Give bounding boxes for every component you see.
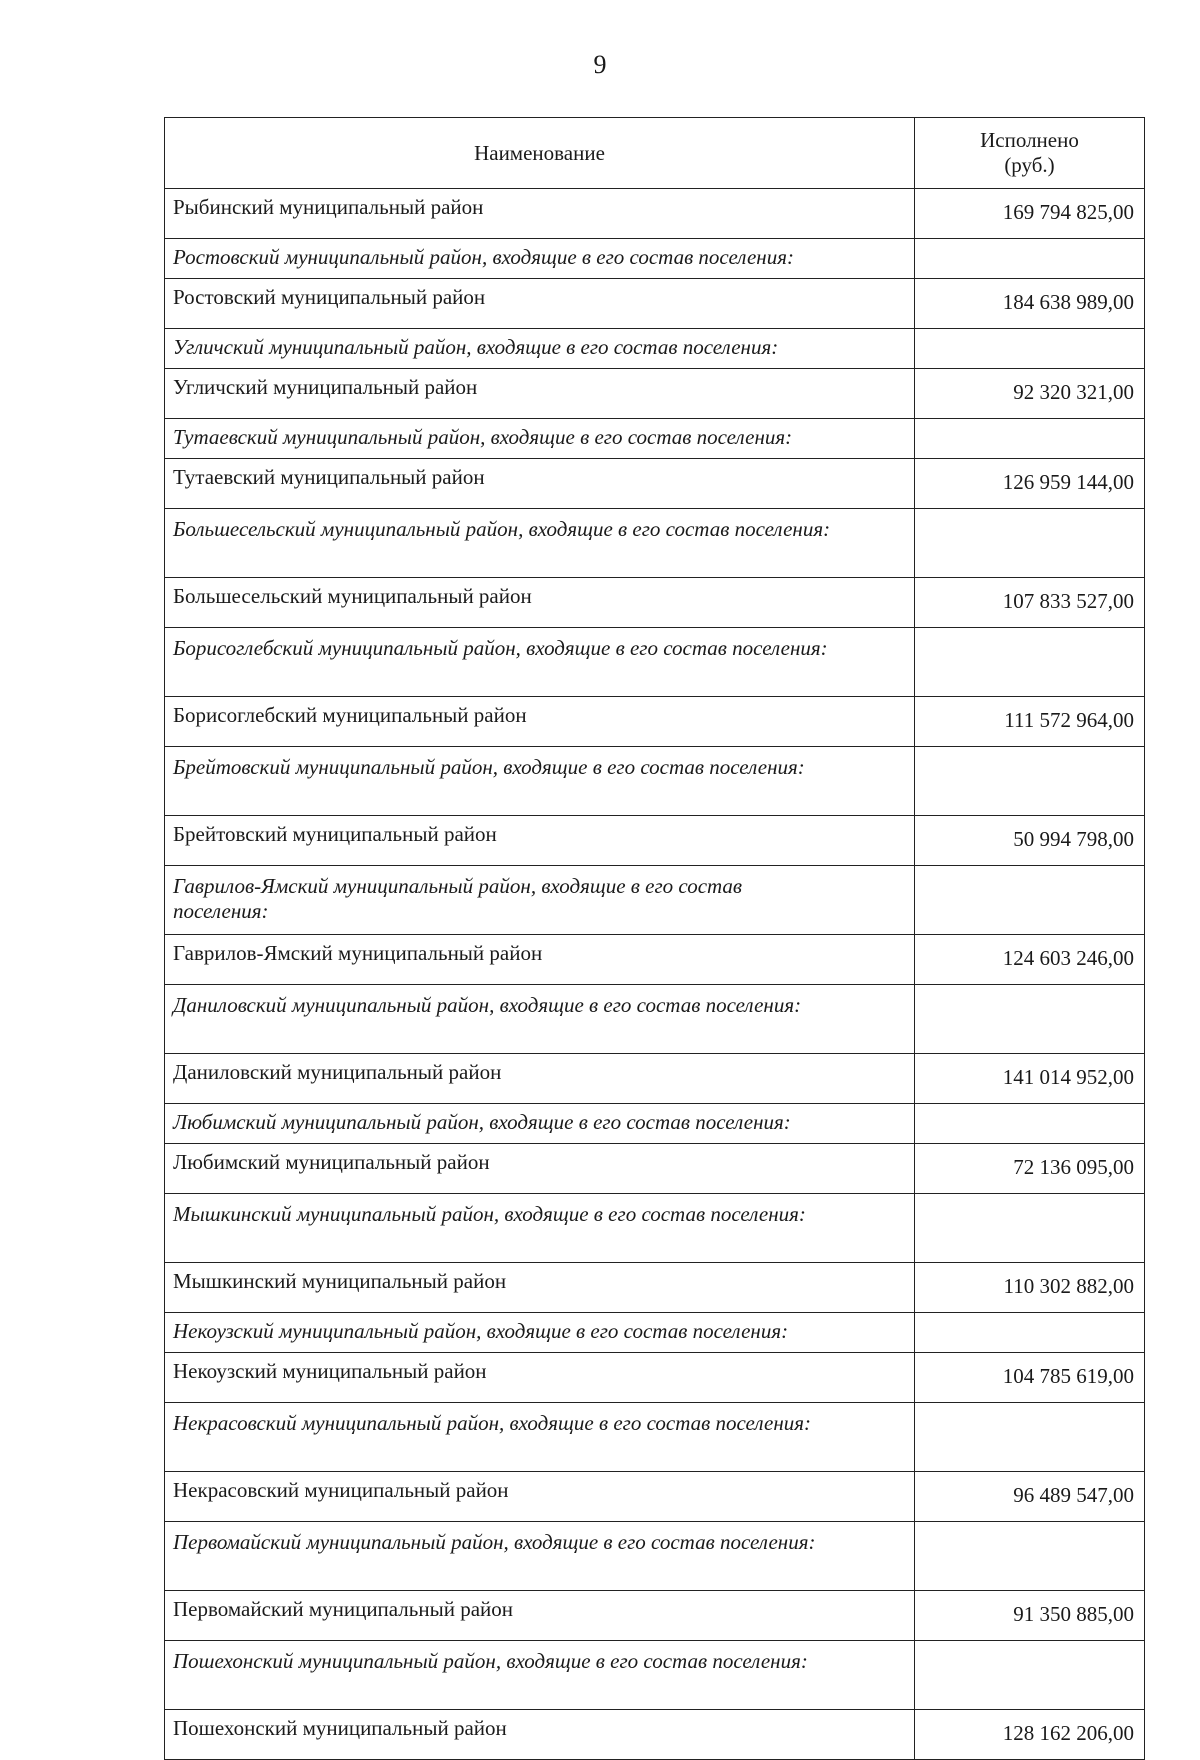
district-name-cell: Брейтовский муниципальный район [165,816,915,866]
table-header-row [165,118,1145,189]
empty-amount-cell [915,1403,1145,1472]
district-name-cell: Угличский муниципальный район [165,369,915,419]
table-row-settlements-heading [165,1522,1145,1591]
executed-amount-cell: 91 350 885,00 [915,1591,1145,1641]
settlements-heading-cell: Даниловский муниципальный район, входящие в его состав поселения: [165,985,915,1054]
executed-amount-cell: 126 959 144,00 [915,459,1145,509]
settlements-heading-cell: Гаврилов-Ямский муниципальный район, входящие в его состав поселения: [165,866,915,935]
district-name-cell: Некоузский муниципальный район [165,1353,915,1403]
empty-amount-cell [915,866,1145,935]
table-row-settlements-heading [165,509,1145,578]
district-name-cell: Мышкинский муниципальный район [165,1263,915,1313]
table-row-district [165,578,1145,628]
table-row-settlements-heading [165,1641,1145,1710]
executed-amount-cell: 169 794 825,00 [915,189,1145,239]
settlements-heading-cell: Пошехонский муниципальный район, входящие в его состав поселения: [165,1641,915,1710]
table-row-district [165,189,1145,239]
table-body [165,189,1145,1760]
executed-amount-cell: 96 489 547,00 [915,1472,1145,1522]
table-row-district [165,279,1145,329]
column-header-executed: Исполнено (руб.) [915,118,1145,189]
table-row-district [165,1054,1145,1104]
empty-amount-cell [915,509,1145,578]
table-row-district [165,1263,1145,1313]
executed-amount-cell: 128 162 206,00 [915,1710,1145,1760]
settlements-heading-cell: Тутаевский муниципальный район, входящие в его состав поселения: [165,419,915,459]
district-name-cell: Даниловский муниципальный район [165,1054,915,1104]
settlements-heading-cell: Любимский муниципальный район, входящие в его состав поселения: [165,1104,915,1144]
empty-amount-cell [915,419,1145,459]
table-row-settlements-heading [165,1194,1145,1263]
table-row-settlements-heading [165,628,1145,697]
executed-amount-cell: 124 603 246,00 [915,935,1145,985]
executed-amount-cell: 141 014 952,00 [915,1054,1145,1104]
empty-amount-cell [915,1104,1145,1144]
empty-amount-cell [915,1313,1145,1353]
district-name-cell: Ростовский муниципальный район [165,279,915,329]
district-name-cell: Первомайский муниципальный район [165,1591,915,1641]
table-row-settlements-heading [165,1104,1145,1144]
table-row-district [165,816,1145,866]
page-number: 9 [593,50,607,79]
settlements-heading-cell: Борисоглебский муниципальный район, входящие в его состав поселения: [165,628,915,697]
table-row-district [165,369,1145,419]
district-name-cell: Некрасовский муниципальный район [165,1472,915,1522]
district-name-cell: Борисоглебский муниципальный район [165,697,915,747]
settlements-heading-cell: Ростовский муниципальный район, входящие в его состав поселения: [165,239,915,279]
empty-amount-cell [915,1194,1145,1263]
empty-amount-cell [915,329,1145,369]
settlements-heading-cell: Брейтовский муниципальный район, входящие в его состав поселения: [165,747,915,816]
executed-amount-cell: 104 785 619,00 [915,1353,1145,1403]
settlements-heading-cell: Большесельский муниципальный район, входящие в его состав поселения: [165,509,915,578]
table-row-settlements-heading [165,1313,1145,1353]
executed-amount-cell: 111 572 964,00 [915,697,1145,747]
table-row-settlements-heading [165,239,1145,279]
district-name-cell: Пошехонский муниципальный район [165,1710,915,1760]
table-row-district [165,935,1145,985]
empty-amount-cell [915,1641,1145,1710]
empty-amount-cell [915,747,1145,816]
executed-amount-cell: 107 833 527,00 [915,578,1145,628]
table-row-district [165,1591,1145,1641]
executed-amount-cell: 50 994 798,00 [915,816,1145,866]
executed-amount-cell: 72 136 095,00 [915,1144,1145,1194]
table-row-settlements-heading [165,985,1145,1054]
table-row-settlements-heading [165,866,1145,935]
executed-amount-cell: 184 638 989,00 [915,279,1145,329]
table-row-district [165,1710,1145,1760]
empty-amount-cell [915,985,1145,1054]
empty-amount-cell [915,1522,1145,1591]
district-name-cell: Большесельский муниципальный район [165,578,915,628]
district-name-cell: Рыбинский муниципальный район [165,189,915,239]
settlements-heading-cell: Мышкинский муниципальный район, входящие в его состав поселения: [165,1194,915,1263]
settlements-heading-cell: Некрасовский муниципальный район, входящие в его состав поселения: [165,1403,915,1472]
column-header-name: Наименование [165,118,915,189]
table-row-settlements-heading [165,419,1145,459]
empty-amount-cell [915,628,1145,697]
executed-amount-cell: 110 302 882,00 [915,1263,1145,1313]
table-row-district [165,1472,1145,1522]
district-name-cell: Любимский муниципальный район [165,1144,915,1194]
empty-amount-cell [915,239,1145,279]
table-row-settlements-heading [165,747,1145,816]
settlements-heading-cell: Первомайский муниципальный район, входящие в его состав поселения: [165,1522,915,1591]
executed-amount-cell: 92 320 321,00 [915,369,1145,419]
table-row-settlements-heading [165,1403,1145,1472]
settlements-heading-cell: Угличский муниципальный район, входящие в его состав поселения: [165,329,915,369]
settlements-heading-cell: Некоузский муниципальный район, входящие в его состав поселения: [165,1313,915,1353]
table-row-district [165,459,1145,509]
district-name-cell: Тутаевский муниципальный район [165,459,915,509]
table-row-district [165,1144,1145,1194]
district-name-cell: Гаврилов-Ямский муниципальный район [165,935,915,985]
table-row-district [165,1353,1145,1403]
budget-table [164,117,1145,1760]
table-row-district [165,697,1145,747]
table-row-settlements-heading [165,329,1145,369]
